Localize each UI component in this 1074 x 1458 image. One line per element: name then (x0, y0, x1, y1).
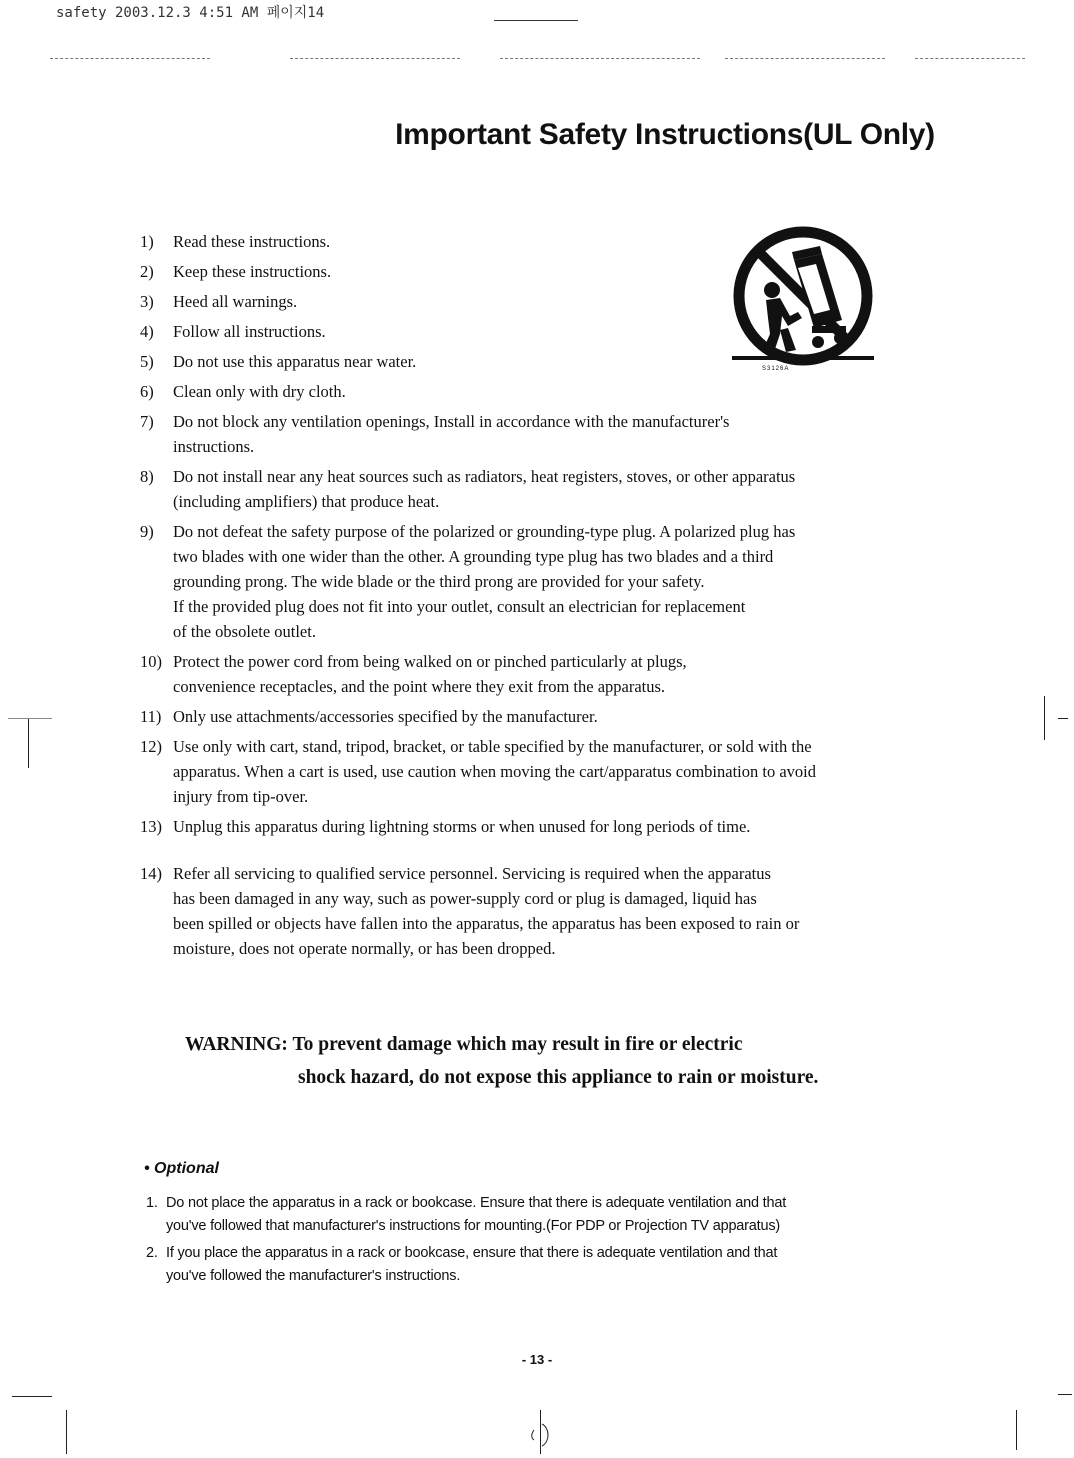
instruction-item (140, 704, 940, 729)
instruction-item (140, 349, 940, 374)
warning-line: shock hazard, do not expose this appliance to rain or moisture. (298, 1067, 819, 1088)
crop-mark (8, 718, 52, 719)
instruction-item (140, 861, 940, 961)
crop-mark (28, 718, 29, 768)
registration-mark (526, 1420, 556, 1450)
instruction-number: 4) (140, 322, 154, 341)
header-rule (494, 20, 578, 21)
instruction-item (140, 734, 940, 809)
instruction-text: Unplug this apparatus during lightning storms or when unused for long periods of time. (173, 817, 751, 836)
crop-mark (1044, 696, 1045, 740)
scan-artifact-line (290, 58, 460, 59)
instruction-text: Do not block any ventilation openings, Install in accordance with the manufacturer's instructions. (173, 412, 730, 456)
instruction-text: Refer all servicing to qualified service personnel. Servicing is required when the apparatus has been damaged in any way, such as power-supply cord or plug is damaged, liquid has been spilled or objects have fallen into the apparatus, the apparatus has been exposed to rain or moisture, does not operate normally, or has been dropped. (173, 864, 800, 958)
optional-list (146, 1192, 926, 1292)
optional-text: Do not place the apparatus in a rack or bookcase. Ensure that there is adequate ventilation and that you've followed that manufacturer's instructions for mounting.(For PDP or Projection TV apparatus) (166, 1195, 787, 1234)
page-header-stamp: safety 2003.12.3 4:51 AM 페이지14 (56, 5, 325, 21)
optional-item (146, 1192, 926, 1238)
instruction-number: 7) (140, 412, 154, 431)
warning-line: WARNING: To prevent damage which may result in fire or electric (185, 1034, 743, 1055)
instruction-text: Clean only with dry cloth. (173, 382, 346, 401)
crop-mark (12, 1396, 52, 1397)
crop-mark (1016, 1410, 1017, 1450)
instruction-number: 12) (140, 737, 162, 756)
page-number: - 13 - (521, 1352, 553, 1367)
instruction-text: Read these instructions. (173, 232, 331, 251)
optional-item (146, 1242, 926, 1288)
page-title: Important Safety Instructions(UL Only) (395, 118, 935, 151)
crop-mark (66, 1410, 67, 1454)
instruction-text: Keep these instructions. (173, 262, 332, 281)
scan-artifact-line (725, 58, 885, 59)
instruction-number: 6) (140, 382, 154, 401)
instruction-item (140, 464, 940, 514)
optional-number: 2. (146, 1245, 158, 1261)
instruction-item (140, 379, 940, 404)
instruction-text: Do not use this apparatus near water. (173, 352, 417, 371)
scan-artifact-line (500, 58, 700, 59)
instruction-text: Do not defeat the safety purpose of the polarized or grounding-type plug. A polarized plug has two blades with one wider than the other. A grounding type plug has two blades and a third grounding prong. The wide blade or the third prong are provided for your safety. If the provided plug does not fit into your outlet, consult an electrician for replacement of the obsolete outlet. (173, 522, 796, 641)
cart-icon-caption: S3126A (762, 366, 790, 372)
instruction-number: 5) (140, 352, 154, 371)
scan-artifact-line (50, 58, 210, 59)
instruction-number: 13) (140, 817, 162, 836)
instruction-text: Use only with cart, stand, tripod, bracket, or table specified by the manufacturer, or sold with the apparatus. When a cart is used, use caution when moving the cart/apparatus combination to avoid injury from tip-over. (173, 737, 817, 806)
instruction-item (140, 409, 940, 459)
instruction-number: 2) (140, 262, 154, 281)
instruction-item (140, 814, 940, 839)
crop-mark (1058, 718, 1068, 719)
instruction-number: 11) (140, 707, 162, 726)
instruction-item (140, 259, 940, 284)
scan-artifact-line (915, 58, 1025, 59)
instruction-item (140, 289, 940, 314)
instruction-text: Only use attachments/accessories specified by the manufacturer. (173, 707, 598, 726)
instruction-item (140, 319, 940, 344)
safety-instructions-list (140, 229, 940, 966)
instruction-number: 1) (140, 232, 154, 251)
instruction-text: Protect the power cord from being walked on or pinched particularly at plugs, convenience receptacles, and the point where they exit from the apparatus. (173, 652, 687, 696)
warning-notice (0, 1028, 1074, 1094)
instruction-item (140, 229, 940, 254)
instruction-number: 9) (140, 522, 154, 541)
instruction-item (140, 519, 940, 644)
optional-number: 1. (146, 1195, 158, 1211)
instruction-number: 3) (140, 292, 154, 311)
instruction-number: 8) (140, 467, 154, 486)
instruction-number: 10) (140, 652, 162, 671)
instruction-item (140, 649, 940, 699)
optional-text: If you place the apparatus in a rack or bookcase, ensure that there is adequate ventilation and that you've followed the manufacturer's instructions. (166, 1245, 778, 1284)
instruction-text: Do not install near any heat sources such as radiators, heat registers, stoves, or other apparatus (including amplifiers) that produce heat. (173, 467, 796, 511)
optional-heading: • Optional (144, 1160, 219, 1177)
instruction-text: Follow all instructions. (173, 322, 326, 341)
instruction-text: Heed all warnings. (173, 292, 298, 311)
instruction-number: 14) (140, 864, 162, 883)
crop-mark (1058, 1394, 1072, 1395)
